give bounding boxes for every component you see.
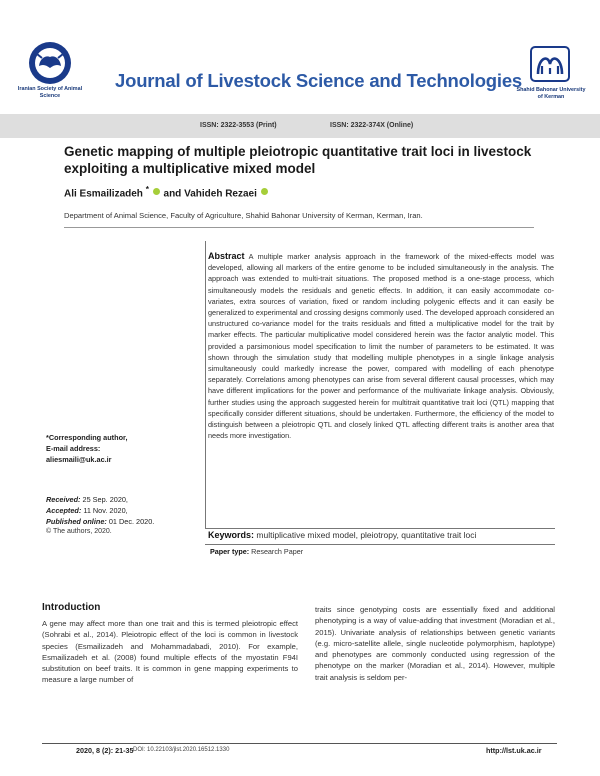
society-name: Iranian Society of Animal Science xyxy=(17,86,83,99)
orcid-icon[interactable] xyxy=(261,188,268,195)
paper-type-heading: Paper type: xyxy=(210,547,250,556)
copyright: © The authors, 2020. xyxy=(46,528,112,535)
received-label: Received: xyxy=(46,495,81,504)
divider xyxy=(205,528,555,529)
corresponding-mark: * xyxy=(145,184,149,194)
issn-print: ISSN: 2322-3553 (Print) xyxy=(200,122,277,129)
dates-block xyxy=(46,494,196,527)
author-line xyxy=(64,184,269,199)
journal-title: Journal of Livestock Science and Technologies xyxy=(115,70,523,91)
accepted-label: Accepted: xyxy=(46,506,82,515)
email-link[interactable]: aliesmaili@uk.ac.ir xyxy=(46,455,112,465)
body-column-left: A gene may affect more than one trait and this is termed pleiotropic effect (Sohrabi et al., 2014). Pleiotropic effect of the loci is common in livestock species (Esmailizadeh and Mohammadabadi, 2010). For example, Esmailizadeh et al. (2008) found multiple effects of the myostatin F94I substitution on beef traits. It is common in gene mapping experiments to measure a large number of xyxy=(42,619,298,685)
keywords-text: multiplicative mixed model, pleiotropy, quantitative trait loci xyxy=(256,530,477,540)
abstract-text: A multiple marker analysis approach in the framework of the mixed-effects model was developed, allowing all markers of the entire genome to be included simultaneously in the analysis. The approach was extended to multi-trait situations. The proposed method is a one-stage process, which simultaneously models the residuals and genetic effects. In addition, it can easily accommodate co-variates, extra sources of variation, fixed or random including polygenic effects and it can easily be generalized to experimental and crossing designs commonly used. The developed approach considered an unstructured co-variance model for the traits residuals and fitted a multiplicative model for the trait by marker effects. The particular multiplicative model considered herein was the factor analytic model. This provided a parsimonious model specification to limit the number of parameters to be estimated. It was shown through the simulation study that modelling multiple phenotypes in a single linkage analysis simultaneously could markedly increase the power, compared with modelling of each phenotype separately. Correlations among phenotypes can arise from several different causal processes, which may have different implications for the power and performance of the multivariate linkage analysis. Obviously, further studies using the approach suggested herein for multitrait quantitative trait loci (QTL) mapping that specifically consider different situations, should be undertaken. Furthermore, the efficiency of the model to distinguish between a pleiotropic QTL and closely linked QTL affecting different traits is another area that needs more investigation. xyxy=(208,252,554,441)
paper-title: Genetic mapping of multiple pleiotropic quantitative trait loci in livestock exploiting a multiplicative mixed model xyxy=(64,144,532,176)
corresponding-block xyxy=(46,432,196,466)
paper-type-line xyxy=(210,547,303,556)
abstract-block xyxy=(208,251,554,441)
issn-bar xyxy=(0,114,600,138)
section-heading: Introduction xyxy=(42,602,101,613)
footer-issue: 2020, 8 (2): 21-35 xyxy=(76,746,134,755)
issn-online: ISSN: 2322-374X (Online) xyxy=(330,122,414,129)
footer-divider xyxy=(42,743,557,744)
author-name[interactable]: Ali Esmailizadeh xyxy=(64,188,143,200)
paper-type: Research Paper xyxy=(251,547,304,556)
accepted-date: 11 Nov. 2020, xyxy=(83,506,128,515)
corresponding-label: *Corresponding author, xyxy=(46,433,128,442)
society-logo xyxy=(24,40,76,86)
footer-doi[interactable]: DOI: 10.22103/jlst.2020.16512.1330 xyxy=(133,747,230,753)
body-column-right: traits since genotyping costs are essentially fixed and additional phenotyping is a way of value-adding that investment (Moradian et al., 2015). Univariate analysis of relationships between genetic variants (e.g. micro-satellite allele, single nucleotide polymorphism, haplotype) and phenotypes are commonly conducted using regression of the phenotype on the marker (Moradian et al., 2014). However, multiple trait analysis is seldom per- xyxy=(315,605,555,682)
keywords-line xyxy=(208,530,476,540)
email-label: E-mail address: xyxy=(46,444,101,454)
received-date: 25 Sep. 2020, xyxy=(82,495,128,504)
divider xyxy=(64,227,534,228)
abstract-heading: Abstract xyxy=(208,251,245,261)
university-logo xyxy=(528,44,572,84)
author-name[interactable]: Vahideh Rezaei xyxy=(184,188,257,200)
orcid-icon[interactable] xyxy=(153,188,160,195)
footer-url[interactable]: http://lst.uk.ac.ir xyxy=(486,746,542,755)
university-name: Shahid Bahonar University of Kerman xyxy=(516,87,586,100)
published-date: 01 Dec. 2020. xyxy=(108,517,155,526)
published-label: Published online: xyxy=(46,517,107,526)
affiliation: Department of Animal Science, Faculty of Agriculture, Shahid Bahonar University of Kerman, Kerman, Iran. xyxy=(64,211,423,220)
keywords-heading: Keywords: xyxy=(208,530,255,540)
divider xyxy=(205,544,555,545)
abstract-border xyxy=(205,241,206,528)
author-conjunction: and xyxy=(163,188,182,200)
